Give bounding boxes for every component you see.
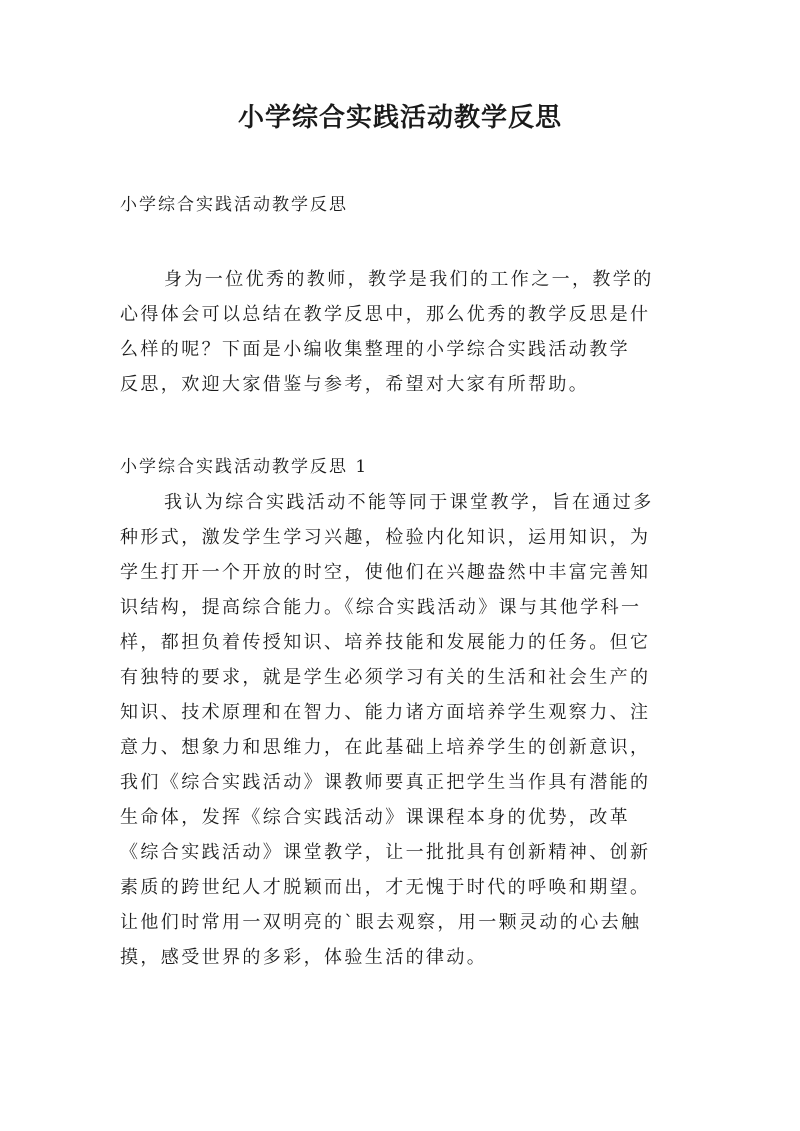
paragraph-line: 识结构，提高综合能力。《综合实践活动》课与其他学科一	[120, 597, 642, 618]
paragraph-line: 反思，欢迎大家借鉴与参考，希望对大家有所帮助。	[120, 374, 590, 395]
paragraph-line: 让他们时常用一双明亮的`眼去观察，用一颗灵动的心去触	[120, 912, 642, 933]
document-subtitle: 小学综合实践活动教学反思	[120, 195, 348, 215]
paragraph-line: 样，都担负着传授知识、培养技能和发展能力的任务。但它	[120, 632, 651, 653]
paragraph-line: 意力、想象力和思维力，在此基础上培养学生的创新意识，	[120, 737, 651, 758]
document-title: 小学综合实践活动教学反思	[237, 103, 562, 133]
section-1-paragraph	[120, 485, 700, 975]
paragraph-line: 学生打开一个开放的时空，使他们在兴趣盎然中丰富完善知	[120, 562, 651, 583]
intro-paragraph	[120, 262, 700, 402]
paragraph-line: 种形式，激发学生学习兴趣，检验内化知识，运用知识，为	[120, 527, 651, 548]
paragraph-line: 我们《综合实践活动》课教师要真正把学生当作具有潜能的	[120, 772, 651, 793]
paragraph-line: 生命体，发挥《综合实践活动》课课程本身的优势，改革	[120, 807, 630, 828]
paragraph-line: 心得体会可以总结在教学反思中，那么优秀的教学反思是什	[120, 304, 651, 325]
paragraph-line: 摸，感受世界的多彩，体验生活的律动。	[120, 947, 488, 968]
paragraph-line: 我认为综合实践活动不能等同于课堂教学，旨在通过多	[164, 492, 654, 513]
paragraph-line: 有独特的要求，就是学生必须学习有关的生活和社会生产的	[120, 667, 651, 688]
paragraph-line: 素质的跨世纪人才脱颖而出，才无愧于时代的呼唤和期望。	[120, 877, 651, 898]
paragraph-line: 知识、技术原理和在智力、能力诸方面培养学生观察力、注	[120, 702, 651, 723]
section-heading: 小学综合实践活动教学反思 1	[120, 457, 369, 477]
paragraph-line: 身为一位优秀的教师，教学是我们的工作之一，教学的	[164, 269, 654, 290]
paragraph-line: 么样的呢？下面是小编收集整理的小学综合实践活动教学	[120, 339, 630, 360]
paragraph-line: 《综合实践活动》课堂教学，让一批批具有创新精神、创新	[120, 842, 651, 863]
